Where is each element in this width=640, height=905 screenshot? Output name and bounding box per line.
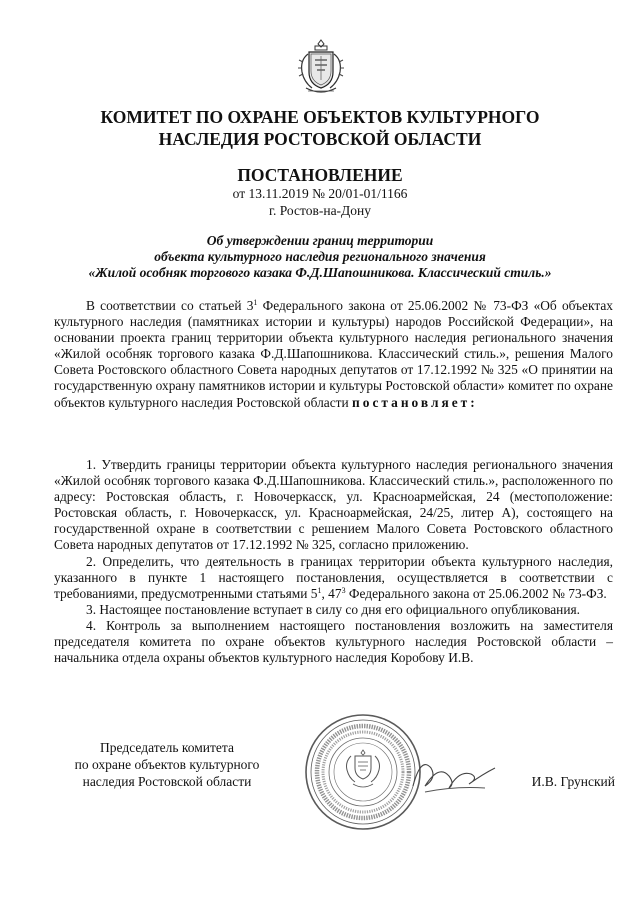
signatory-title-line2: по охране объектов культурного <box>74 757 260 772</box>
signatory-name: И.В. Грунский <box>531 774 615 789</box>
item-2 <box>54 554 613 602</box>
preamble-paragraph <box>54 298 613 411</box>
document-date-number: от 13.11.2019 № 20/01-01/1166 <box>232 186 408 201</box>
signatory-title-line3: наследия Ростовской области <box>82 774 252 789</box>
item-4: 4. Контроль за выполнением настоящего постановления возложить на заместителя председателя комитета по охране объектов культурного наследия Ростовской области – начальника отдела охраны объектов культурного наследия Коробову И.В. <box>54 617 613 666</box>
subject-line1: Об утверждении границ территории <box>206 233 434 248</box>
item-2-sup-1: 1 <box>317 585 322 595</box>
subject-line2: объекта культурного наследия регионального значения <box>154 249 486 264</box>
document-type: ПОСТАНОВЛЕНИЕ <box>237 165 403 185</box>
signatory-title-line1: Председатель комитета <box>100 740 234 755</box>
item-2-text-1: 2. Определить, что деятельность в границах территории объекта культурного наследия, указанного в пункте 1 настоящего постановления, осуществляется в соответствии с требованиями, предусмотренными статьями 5 <box>54 553 613 601</box>
preamble-text-1: В соответствии со статьей 3 <box>86 298 254 313</box>
item-2-text-2: , 47 <box>321 585 342 601</box>
committee-name <box>60 106 580 150</box>
resolution-items <box>54 457 613 666</box>
committee-name-line1: КОМИТЕТ ПО ОХРАНЕ ОБЪЕКТОВ КУЛЬТУРНОГО <box>100 107 540 127</box>
resolves-word: постановляет: <box>352 394 478 410</box>
preamble-text-2: Федерального закона от 25.06.2002 № 73-ФЗ «Об объектах культурного наследия (памятниках истории и культуры) народов Российской Федерации», на основании проекта границ территории объекта культурного наследия регионального значения «Жилой особняк торгового казака Ф.Д.Шапошникова. Классический стиль.», решения Малого Совета Ростовского областного Совета народных депутатов от 17.12.1992 № 325 «О принятии на государственную охрану памятников истории и культуры Ростовской области» комитет по охране объектов культурного наследия Ростовской области <box>54 298 613 410</box>
preamble-sup-1: 1 <box>253 298 258 307</box>
item-2-text-3: Федерального закона от 25.06.2002 № 73-ФЗ. <box>345 585 607 601</box>
item-2-sup-2: 3 <box>341 585 346 595</box>
subject-line3: «Жилой особняк торгового казака Ф.Д.Шапошникова. Классический стиль.» <box>88 265 552 280</box>
item-3: 3. Настоящее постановление вступает в силу со дня его официального опубликования. <box>86 601 580 617</box>
committee-name-line2: НАСЛЕДИЯ РОСТОВСКОЙ ОБЛАСТИ <box>158 129 482 149</box>
document-subject <box>50 233 590 281</box>
item-1: 1. Утвердить границы территории объекта культурного наследия регионального значения «Жилой особняк торгового казака Ф.Д.Шапошникова. Классический стиль.», расположенного по адресу: Ростовская область, г. Новочеркасск, ул. Красноармейская, 24 (местоположение: Ростовская область, г. Новочеркасск, ул. Красноармейская, 24/25, литер А), состоящего на государственной охране в соответствии с решением Малого Совета Ростовского областного Совета народных депутатов от 17.12.1992 № 325, согласно приложению. <box>54 457 613 553</box>
signatory-title <box>62 739 272 790</box>
handwritten-signature <box>405 742 505 802</box>
document-city: г. Ростов-на-Дону <box>268 203 371 218</box>
coat-of-arms-emblem <box>296 38 346 96</box>
